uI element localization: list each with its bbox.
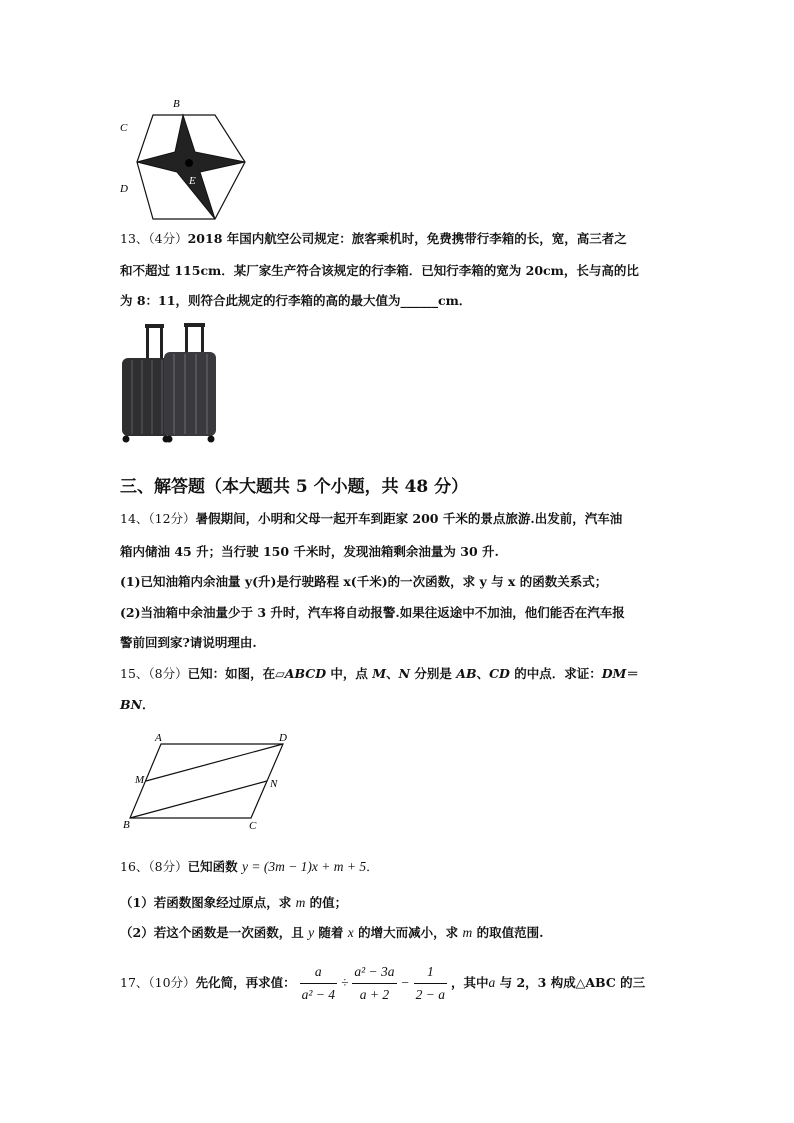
q15-cd: CD [489, 666, 510, 681]
q16-points: （8分） [148, 859, 188, 874]
q15-n: N [398, 666, 411, 681]
label-M: M [135, 774, 145, 786]
label-C: C [120, 122, 128, 134]
q17-line1 [120, 962, 645, 1005]
q16-number: 16、 [120, 859, 149, 874]
label-N: N [270, 778, 278, 790]
q16-part2-y: y [308, 925, 315, 940]
q15-dm: DM [601, 666, 627, 681]
q16-text-a: 已知函数 [187, 859, 242, 874]
segment-bn [130, 781, 267, 818]
q13-line1 [120, 232, 627, 246]
q13-unit: cm． [437, 293, 472, 308]
q17-triangle: △ABC [575, 975, 616, 990]
q14-part1: (1)已知油箱内余油量 y(升)是行驶路程 x(千米)的一次函数，求 y 与 x 的函数关系式； [120, 574, 608, 589]
label-E: E [189, 175, 196, 187]
suitcase-image [118, 322, 218, 444]
q17-fraction-2 [352, 962, 396, 1005]
q14-part2b: 警前回到家?请说明理由. [120, 635, 257, 650]
label-B: B [123, 819, 130, 831]
q15-number: 15、 [120, 666, 149, 681]
parallelogram-figure [118, 730, 298, 832]
q14-line1 [120, 512, 622, 526]
q14-text-line1: 暑假期间，小明和父母一起开车到距家 200 千米的景点旅游.出发前，汽车油 [195, 511, 623, 526]
q15-m: M [372, 666, 387, 681]
q14-part2a: (2)当油箱中余油量少于 3 升时，汽车将自动报警.如果往返途中不加油，他们能否在汽车报 [120, 605, 625, 620]
q16-part2-b: 随着 [314, 925, 348, 940]
q17-minus: − [400, 975, 410, 990]
q15-text-d: 的中点．求证： [509, 666, 602, 681]
q17-f3-num: 1 [414, 962, 447, 984]
q15-para-symbol: ▱ [275, 666, 285, 681]
q16-part2 [120, 926, 543, 940]
q14-number: 14、 [120, 511, 149, 526]
q16-period: ． [366, 859, 379, 874]
q17-f2-num: a² − 3a [352, 962, 396, 984]
q13-line2: 和不超过 115cm．某厂家生产符合该规定的行李箱．已知行李箱的宽为 20cm，长与高的比 [120, 263, 639, 278]
q16-part1-a: （1）若函数图象经过原点，求 [120, 895, 296, 910]
q16-part1-var: m [295, 895, 306, 910]
q17-a-var: a [488, 975, 496, 990]
label-A: A [155, 732, 162, 744]
q17-f2-den: a + 2 [359, 987, 390, 1002]
q13-number: 13、 [120, 231, 149, 246]
q17-points: （10分） [148, 975, 196, 990]
q17-f1-den: a² − 4 [301, 987, 335, 1002]
q17-fraction-3 [414, 962, 447, 1005]
label-C: C [249, 820, 257, 832]
q15-line2 [120, 698, 155, 712]
q13-line3 [120, 294, 471, 308]
q16-part1-b: 的值； [305, 895, 348, 910]
q15-eq: ＝ [626, 666, 639, 681]
q13-points: （4分） [148, 231, 188, 246]
q17-div: ÷ [340, 975, 349, 990]
q13-answer-blank[interactable]: ______ [400, 293, 438, 308]
q16-line1 [120, 860, 379, 874]
q13-text-line1: 2018 年国内航空公司规定：旅客乘机时，免费携带行李箱的长，宽，高三者之 [187, 231, 627, 246]
q15-sep2: 、 [476, 666, 490, 681]
segment-dm [146, 744, 283, 781]
label-D: D [120, 183, 128, 195]
q14-points: （12分） [148, 511, 196, 526]
section-title: 三、解答题（本大题共 5 个小题，共 48 分） [120, 477, 469, 497]
q16-part2-x: x [347, 925, 354, 940]
label-B: B [173, 98, 180, 110]
label-A: A [159, 143, 166, 155]
q15-line1 [120, 667, 639, 681]
label-D: D [279, 732, 287, 744]
q15-ab: AB [456, 666, 477, 681]
q16-part1 [120, 896, 347, 910]
q17-number: 17、 [120, 975, 149, 990]
q17-f1-num: a [300, 962, 337, 984]
center-dot [185, 159, 193, 167]
q17-fraction-1 [300, 962, 337, 1005]
q16-part2-c: 的增大而减小，求 [353, 925, 463, 940]
q17-text-c: 与 2，3 构成 [495, 975, 576, 990]
q16-formula: y = (3m − 1)x + m + 5 [241, 859, 367, 874]
parallelogram-abcd [130, 744, 283, 818]
q15-text-b: 中，点 [326, 666, 373, 681]
q15-points: （8分） [148, 666, 188, 681]
q15-abcd: ABCD [284, 666, 327, 681]
q15-text-c: 分别是 [410, 666, 457, 681]
star-shape [137, 115, 245, 219]
q13-text-line3: 为 8：11，则符合此规定的行李箱的高的最大值为 [120, 293, 401, 308]
hexagon-star-figure [115, 92, 265, 227]
q16-part2-m: m [462, 925, 473, 940]
q15-period: ． [142, 697, 155, 712]
q15-bn: BN [120, 697, 142, 712]
q17-f3-den: 2 − a [415, 987, 446, 1002]
q14-line2: 箱内储油 45 升；当行驶 150 千米时，发现油箱剩余油量为 30 升. [120, 544, 499, 559]
q17-text-d: 的三 [615, 975, 646, 990]
q17-text-b: ，其中 [451, 975, 489, 990]
q15-sep: 、 [386, 666, 399, 681]
q16-part2-d: 的取值范围. [472, 925, 544, 940]
q15-text-a: 已知：如图，在 [187, 666, 276, 681]
q17-text-a: 先化简，再求值： [195, 975, 296, 990]
q16-part2-a: （2）若这个函数是一次函数，且 [120, 925, 309, 940]
